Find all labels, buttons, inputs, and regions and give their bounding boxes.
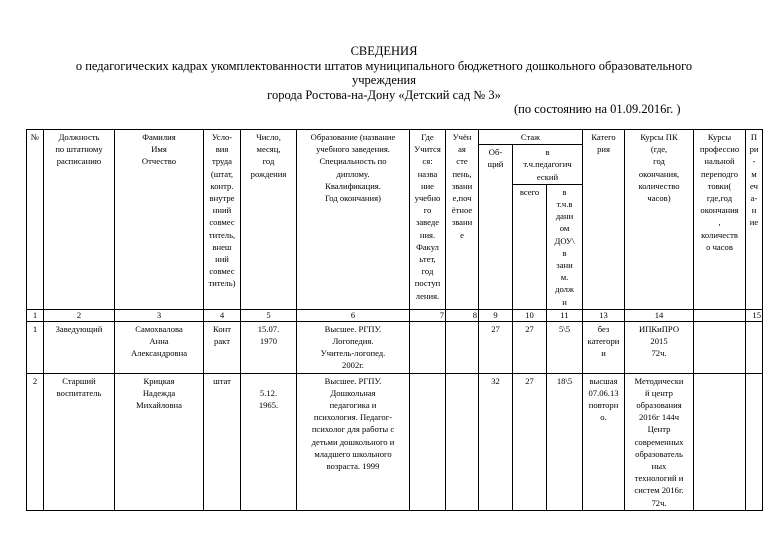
table-row — [27, 373, 763, 510]
cell-awards — [746, 321, 763, 373]
column-number: 9 — [479, 309, 513, 321]
cell-employment: Конт ракт — [204, 321, 241, 373]
table-header-row — [27, 130, 763, 145]
cell-courses-retraining — [694, 321, 746, 373]
cell-degree — [446, 373, 479, 510]
header-exp-pedagogical: в т.ч.педагогич еский — [513, 145, 583, 185]
cell-exp-dou: 18\5 — [547, 373, 583, 510]
column-number: 5 — [241, 309, 297, 321]
column-number: 3 — [115, 309, 204, 321]
title-heading: СВЕДЕНИЯ — [350, 44, 418, 58]
cell-courses-pk: ИПКиПРО 2015 72ч. — [625, 321, 694, 373]
header-studying: Где Учится ся: назва ние учебно го заведе ния. Факул ьтет, год поступ ления. — [410, 130, 446, 310]
cell-exp-total: 27 — [479, 321, 513, 373]
cell-category: без категори и — [583, 321, 625, 373]
header-degree: Учён ая сте пень, звани е,поч ётное звани е — [446, 130, 479, 310]
header-no: № — [27, 130, 44, 310]
column-number: 11 — [547, 309, 583, 321]
cell-no: 2 — [27, 373, 44, 510]
cell-degree — [446, 321, 479, 373]
column-number: 2 — [44, 309, 115, 321]
header-experience: Стаж — [479, 130, 583, 145]
staff-table — [26, 129, 763, 511]
column-number: 7 — [410, 309, 446, 321]
cell-courses-pk: Методически й центр образования 2016г 144ч Центр современных образователь ных технологий и систем 2016г. 72ч. — [625, 373, 694, 510]
column-number: 10 — [513, 309, 547, 321]
column-number: 14 — [625, 309, 694, 321]
header-name: Фамилия Имя Отчество — [115, 130, 204, 310]
cell-exp-all: 27 — [513, 321, 547, 373]
document-title — [0, 44, 768, 116]
cell-no: 1 — [27, 321, 44, 373]
column-number: 13 — [583, 309, 625, 321]
cell-exp-total: 32 — [479, 373, 513, 510]
header-employment: Усло- вия труда (штат, контр. внутре нний совмес титель, внеш ний совмес титель) — [204, 130, 241, 310]
cell-birth: 5.12. 1965. — [241, 373, 297, 510]
header-position: Должность по штатному расписанию — [44, 130, 115, 310]
cell-courses-retraining — [694, 373, 746, 510]
cell-position: Старший воспитатель — [44, 373, 115, 510]
header-education: Образование (название учебного заведения. Специальность по диплому. Квалификация. Год окончания) — [297, 130, 410, 310]
cell-education: Высшее. РГПУ. Логопедия. Учитель-логопед. 2002г. — [297, 321, 410, 373]
cell-name: Крицкая Надежда Михайловна — [115, 373, 204, 510]
title-organization: города Ростова-на-Дону «Детский сад № 3» — [267, 87, 501, 102]
column-number: 8 — [446, 309, 479, 321]
header-birth: Число, месяц, год рождения — [241, 130, 297, 310]
cell-employment: штат — [204, 373, 241, 510]
title-subtitle-cont: учреждения — [351, 73, 416, 87]
cell-education: Высшее. РГПУ. Дошкольная педагогика и психология. Педагог- психолог для работы с детьми дошкольного и младшего школьного возраста. 1999 — [297, 373, 410, 510]
cell-category: высшая 07.06.13 повторн о. — [583, 373, 625, 510]
title-as-of-date: (по состоянию на 01.09.2016г. ) — [514, 102, 681, 116]
header-courses-pk: Курсы ПК (где, год окончания, количество часов) — [625, 130, 694, 310]
cell-name: Самохвалова Анна Александровна — [115, 321, 204, 373]
cell-studying — [410, 321, 446, 373]
column-number: 6 — [297, 309, 410, 321]
cell-awards — [746, 373, 763, 510]
header-exp-dou: в т.ч.в дани ом ДОУ\ в зани м. долж н — [547, 184, 583, 309]
column-number: 4 — [204, 309, 241, 321]
cell-exp-all: 27 — [513, 373, 547, 510]
column-number-row — [27, 309, 763, 321]
title-subtitle: о педагогических кадрах укомплектованности штатов муниципального бюджетного дошкольного образовательного — [75, 58, 693, 73]
cell-studying — [410, 373, 446, 510]
header-exp-total: Об- щий — [479, 145, 513, 310]
cell-position: Заведующий — [44, 321, 115, 373]
cell-birth: 15.07. 1970 — [241, 321, 297, 373]
column-number — [694, 309, 746, 321]
table-row — [27, 321, 763, 373]
cell-exp-dou: 5\5 — [547, 321, 583, 373]
header-awards: П ри - м еч а- н ие — [746, 130, 763, 310]
header-exp-all: всего — [513, 184, 547, 309]
column-number: 1 — [27, 309, 44, 321]
header-category: Катего рия — [583, 130, 625, 310]
header-courses-retraining: Курсы профессио нальной переподго товки( где,год окончания , количеств о часов — [694, 130, 746, 310]
column-number: 15 — [746, 309, 763, 321]
